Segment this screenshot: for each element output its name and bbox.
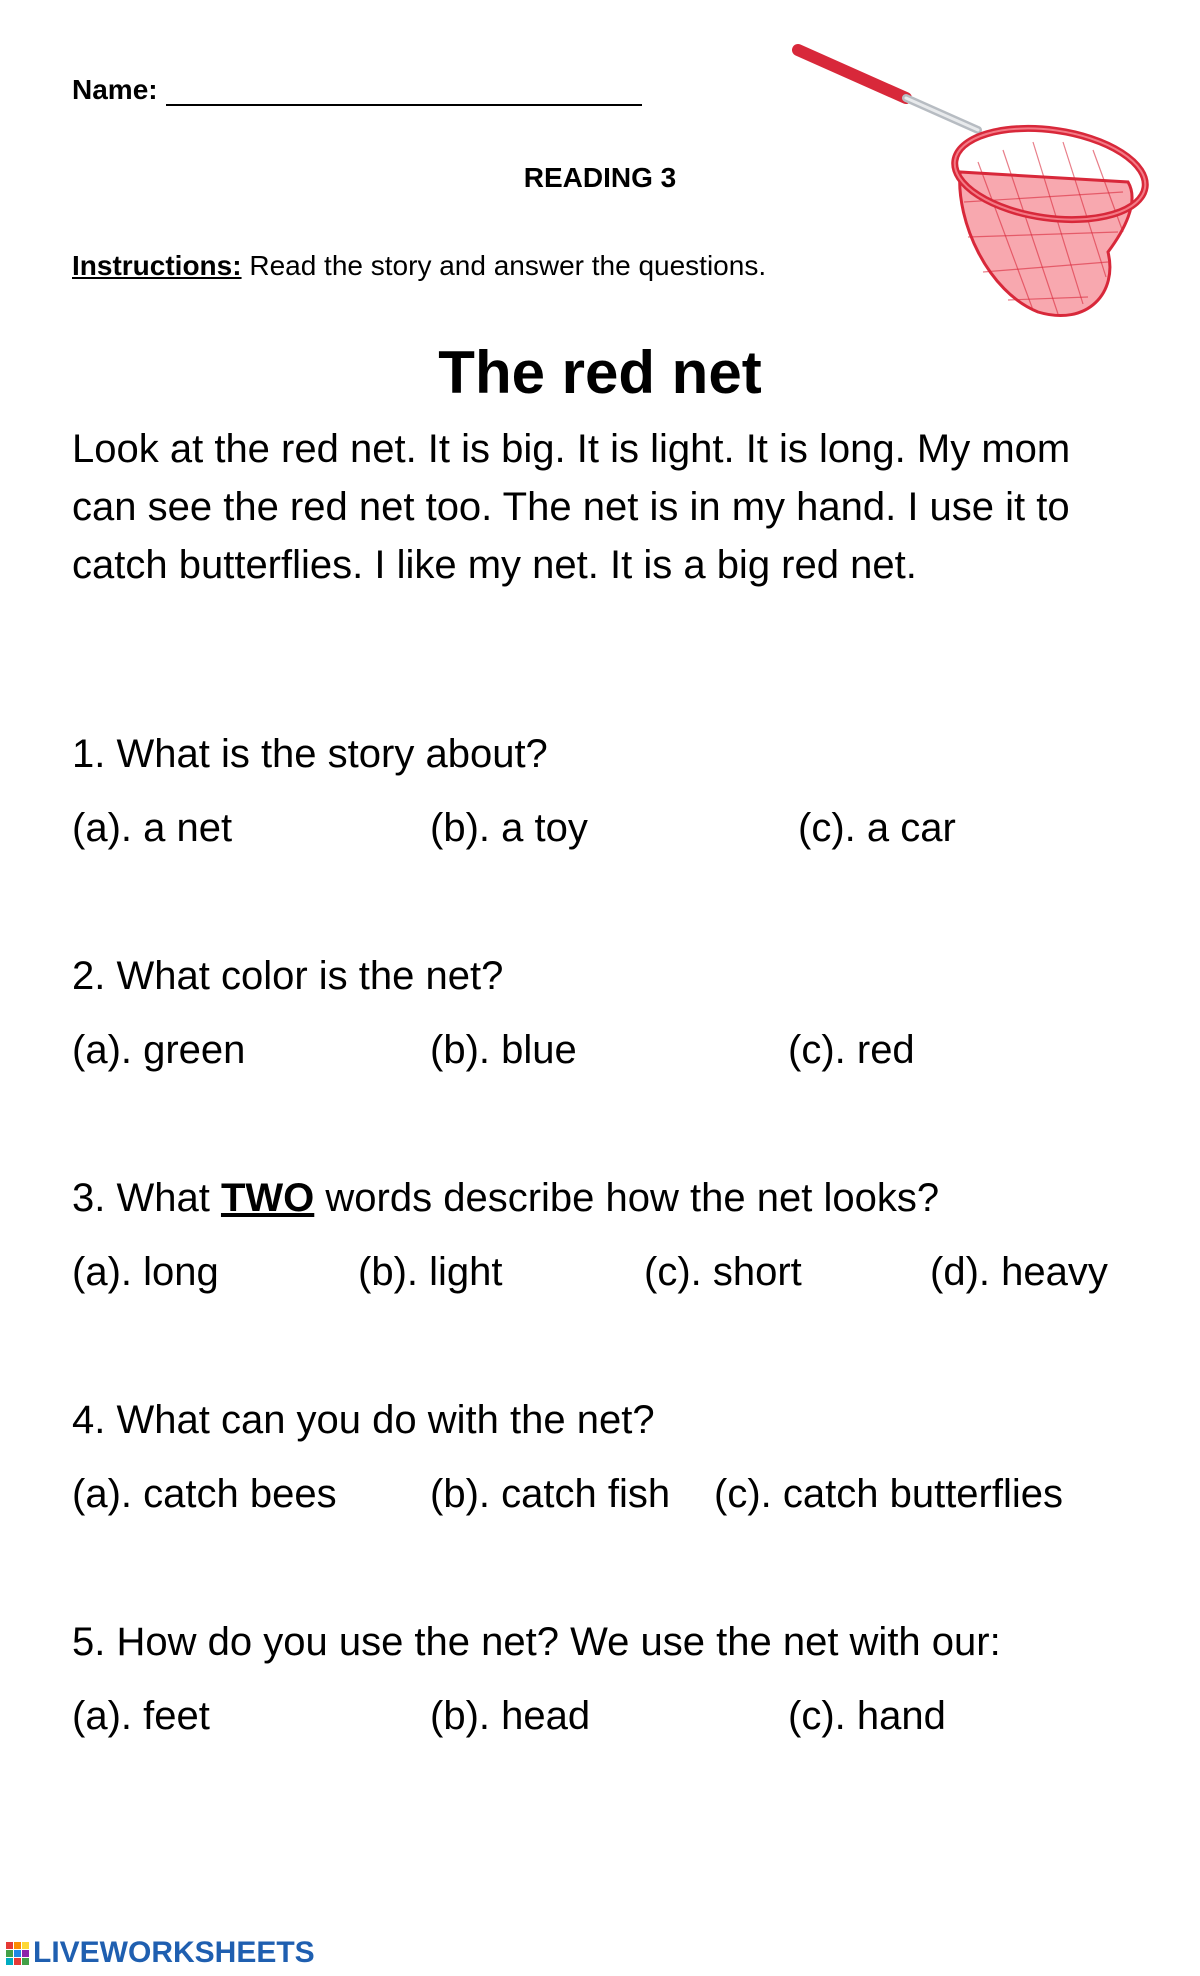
q5-option-a[interactable]: (a). feet: [72, 1694, 210, 1738]
instructions: [72, 250, 766, 282]
q4-option-c[interactable]: (c). catch butterflies: [714, 1472, 1064, 1516]
q3-option-d[interactable]: (d). heavy: [930, 1250, 1108, 1294]
question-2: 2. What color is the net?: [72, 954, 504, 998]
name-blank-line[interactable]: [166, 74, 642, 106]
story-body: Look at the red net. It is big. It is light. It is long. My mom can see the red net too. The net is in my hand. I use it to catch butterflies. I like my net. It is a big red net.: [72, 427, 1071, 587]
instructions-text: Read the story and answer the questions.: [249, 250, 767, 281]
q5-option-c[interactable]: (c). hand: [788, 1694, 946, 1738]
name-label: Name:: [72, 74, 158, 105]
question-4: 4. What can you do with the net?: [72, 1398, 655, 1442]
butterfly-net-icon: [788, 42, 1158, 324]
liveworksheets-brand[interactable]: [6, 1938, 315, 1968]
q2-option-b[interactable]: (b). blue: [430, 1028, 577, 1072]
name-field-row: [72, 74, 642, 106]
question-3-start: 3. What: [72, 1176, 210, 1220]
q3-option-c[interactable]: (c). short: [644, 1250, 802, 1294]
q1-option-a[interactable]: (a). a net: [72, 806, 233, 850]
brand-name: LIVEWORKSHEETS: [33, 1936, 315, 1969]
instructions-label: Instructions:: [72, 250, 242, 281]
liveworksheets-logo-icon: [6, 1942, 29, 1965]
question-5: 5. How do you use the net? We use the net with our:: [72, 1620, 1001, 1664]
q5-option-b[interactable]: (b). head: [430, 1694, 591, 1738]
q4-option-a[interactable]: (a). catch bees: [72, 1472, 337, 1516]
q1-option-c[interactable]: (c). a car: [798, 806, 956, 850]
question-3: [72, 1176, 939, 1221]
q2-option-a[interactable]: (a). green: [72, 1028, 246, 1072]
story-title: The red net: [438, 339, 762, 406]
question-3-emphasis: TWO: [220, 1176, 315, 1220]
q4-option-b[interactable]: (b). catch fish: [430, 1472, 671, 1516]
q3-option-b[interactable]: (b). light: [358, 1250, 503, 1294]
question-3-end: words describe how the net looks?: [325, 1176, 940, 1220]
q2-option-c[interactable]: (c). red: [788, 1028, 915, 1072]
q3-option-a[interactable]: (a). long: [72, 1250, 219, 1294]
reading-title: READING 3: [523, 162, 677, 193]
q1-option-b[interactable]: (b). a toy: [430, 806, 588, 850]
question-1: 1. What is the story about?: [72, 732, 548, 776]
